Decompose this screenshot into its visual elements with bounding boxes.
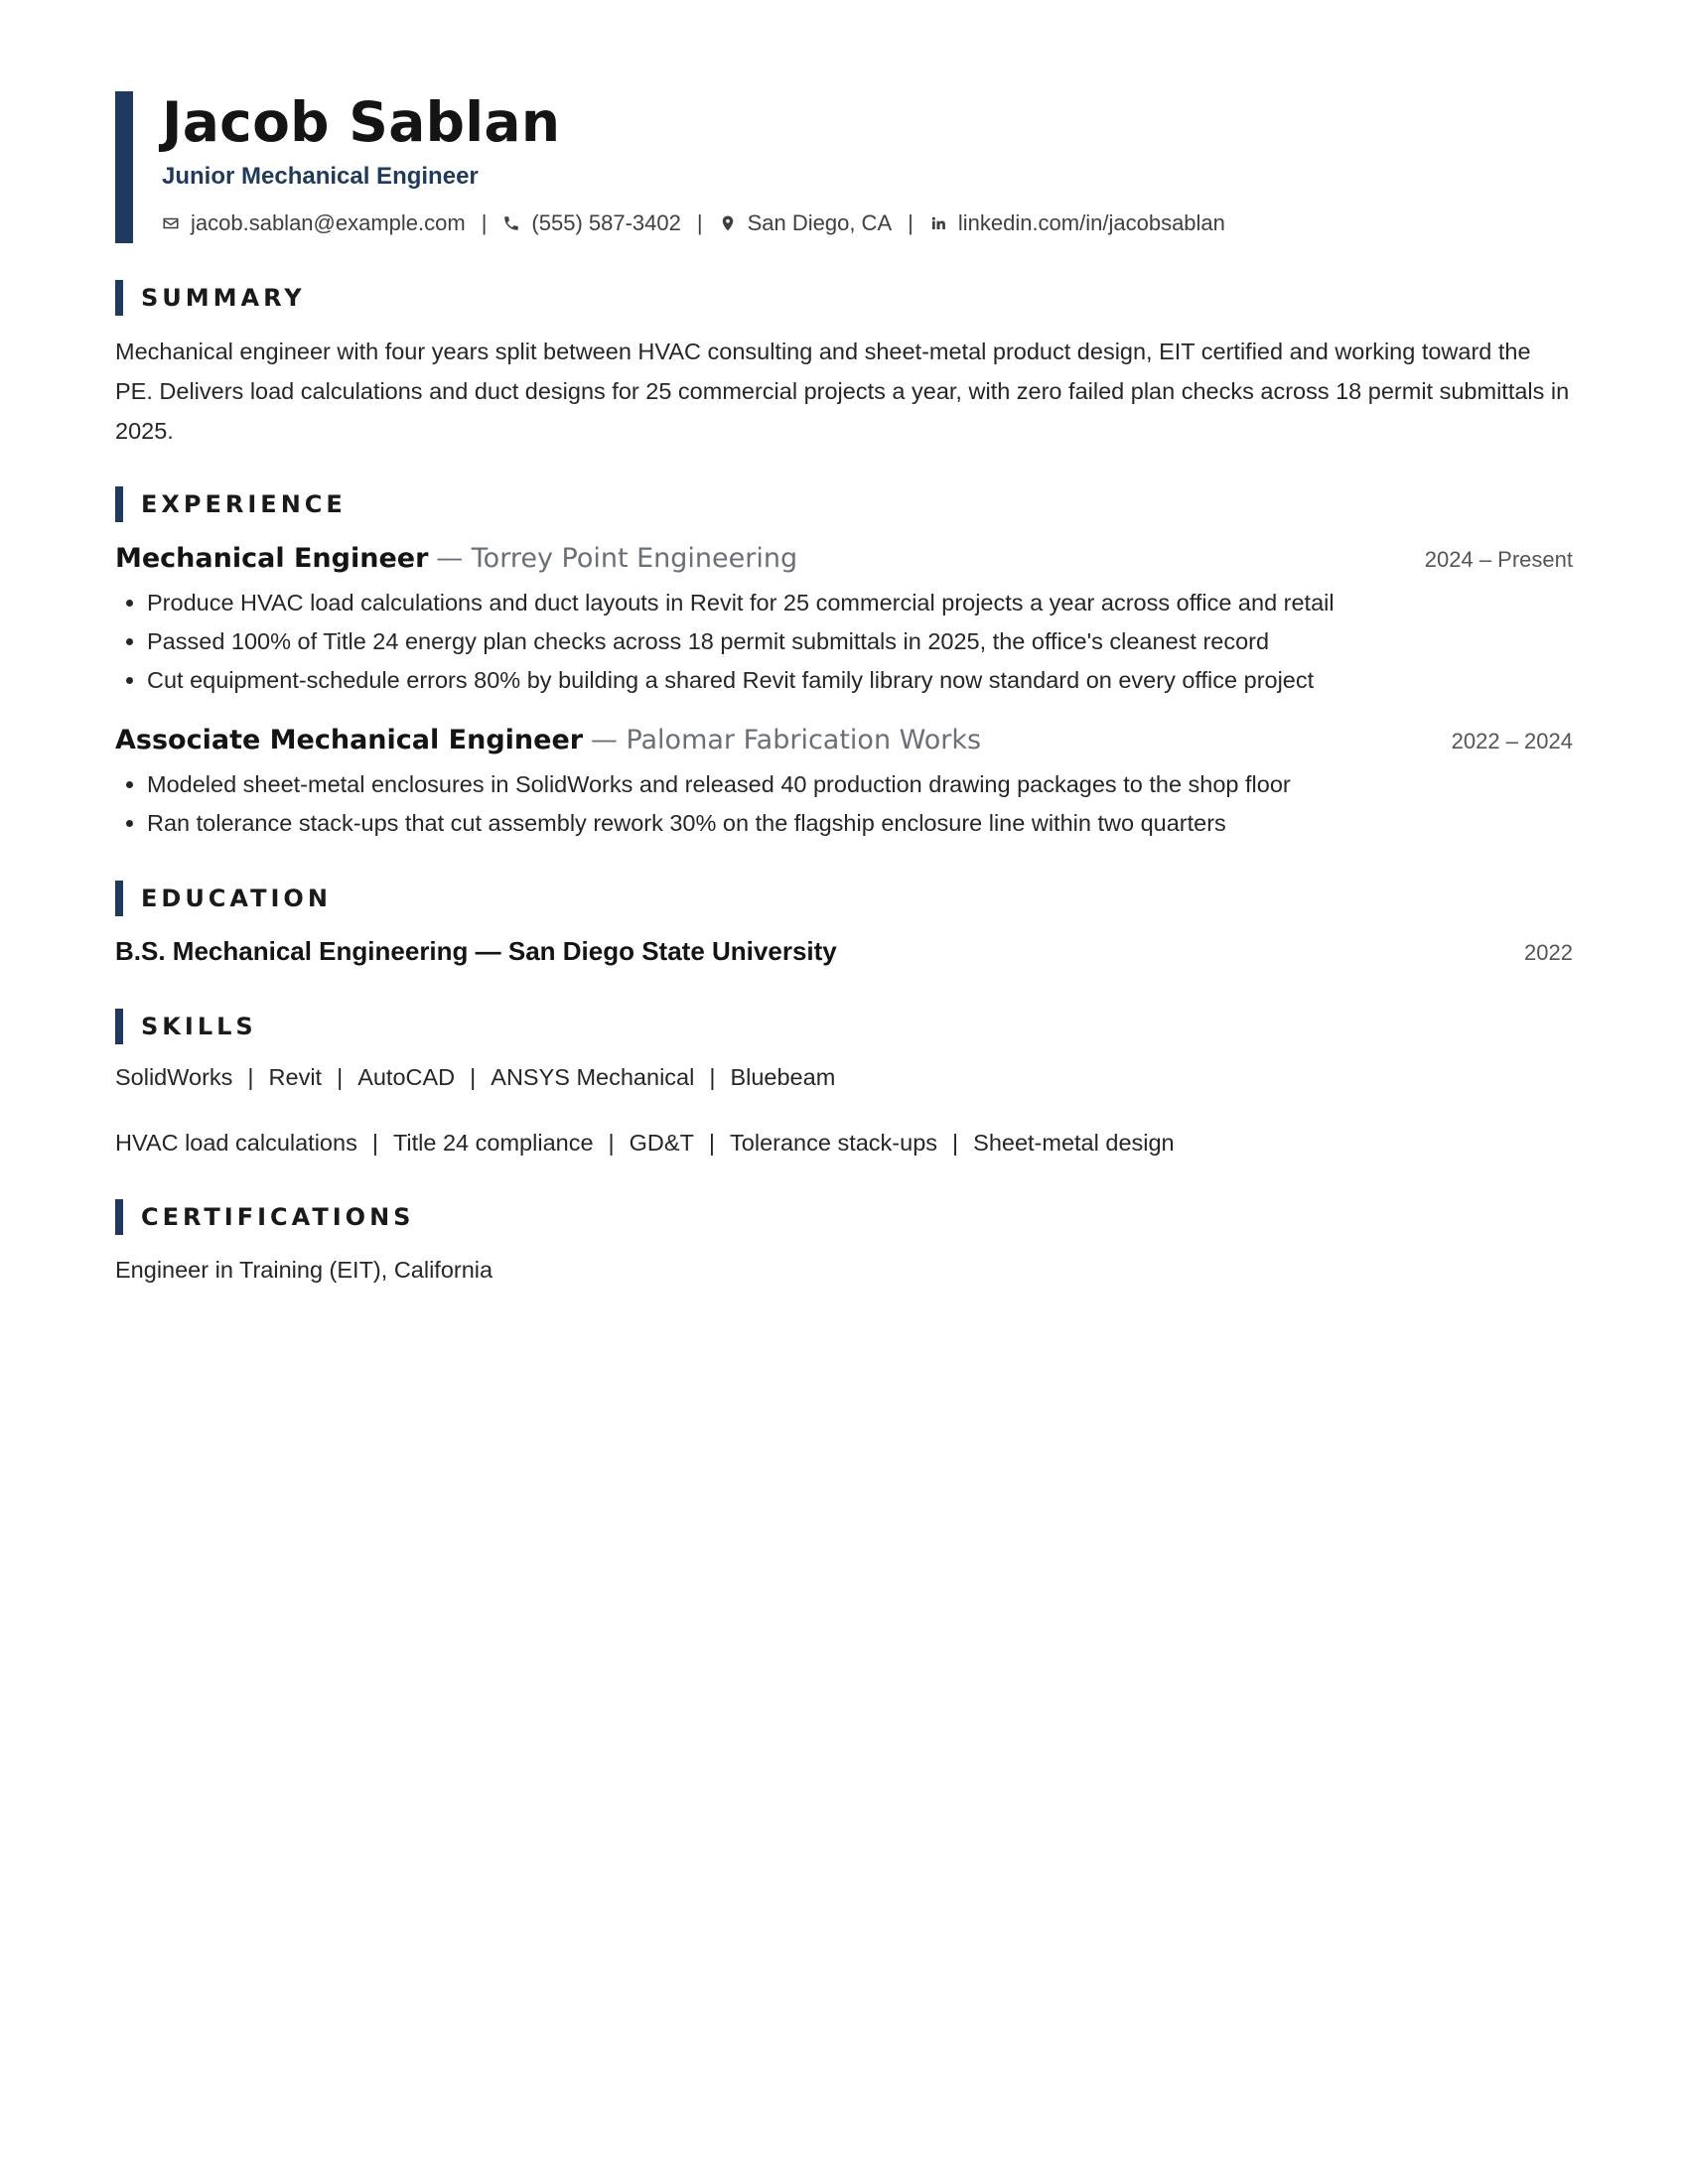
education-entry [115,936,1573,967]
certification-item: Engineer in Training (EIT), California [115,1257,493,1283]
job-entry [115,542,1573,700]
section-accent-bar [115,881,123,916]
section-heading [115,280,1573,316]
bullet-item: • Modeled sheet-metal enclosures in SolidWorks and released 40 production drawing packages to the shop floor [147,765,1573,804]
job-title-line [115,542,797,574]
job-header [115,724,1573,755]
candidate-title: Junior Mechanical Engineer [162,163,479,190]
skill-item: AutoCAD [357,1064,456,1090]
skill-separator: | [952,1130,959,1156]
email-text: jacob.sablan@example.com [191,210,466,235]
bullet-item: • Passed 100% of Title 24 energy plan checks across 18 permit submittals in 2025, the office's cleanest record [147,622,1573,661]
skill-separator: | [608,1130,615,1156]
contact-phone[interactable] [502,210,680,236]
experience-section [115,486,1573,843]
section-accent-bar [115,1009,123,1044]
skill-item: Tolerance stack-ups [730,1130,938,1156]
linkedin-text: linkedin.com/in/jacobsablan [957,210,1225,235]
skills-tools-line [115,1062,1573,1092]
job-dates: 2024 – Present [1424,547,1573,572]
location-text: San Diego, CA [747,210,893,235]
section-heading [115,486,1573,522]
education-section [115,881,1573,967]
skill-item: ANSYS Mechanical [491,1064,695,1090]
job-company: — Palomar Fabrication Works [590,725,982,755]
skill-item: SolidWorks [115,1064,233,1090]
section-accent-bar [115,280,123,316]
bullet-item: • Produce HVAC load calculations and duct layouts in Revit for 25 commercial projects a year across office and retail [147,584,1573,622]
job-header [115,542,1573,574]
job-bullets [115,765,1573,843]
header-accent-bar [115,91,133,243]
job-company: — Torrey Point Engineering [436,543,798,574]
job-bullets [115,584,1573,700]
section-heading [115,1199,1573,1235]
resume-page [115,91,1573,1285]
job-role: Associate Mechanical Engineer [115,725,584,755]
skill-item: HVAC load calculations [115,1130,357,1156]
certifications-section [115,1199,1573,1285]
job-title-line [115,724,981,755]
contact-email[interactable] [162,210,466,236]
skill-item: GD&T [629,1130,694,1156]
phone-text: (555) 587-3402 [531,210,681,235]
skill-separator: | [708,1130,716,1156]
skill-item: Title 24 compliance [392,1130,594,1156]
linkedin-icon [929,214,947,232]
contact-separator: | [696,210,703,235]
skill-separator: | [371,1130,378,1156]
skills-heading: SKILLS [141,1013,257,1040]
skill-item: Revit [268,1064,323,1090]
experience-heading: EXPERIENCE [141,490,347,518]
summary-heading: SUMMARY [141,284,306,312]
skill-separator: | [470,1064,477,1090]
resume-header [115,91,1573,243]
phone-icon [502,214,520,232]
skills-competencies-line [115,1128,1573,1158]
skill-item: Bluebeam [730,1064,836,1090]
mail-icon [162,214,180,232]
location-pin-icon [719,214,737,232]
job-role: Mechanical Engineer [115,543,429,574]
job-dates: 2022 – 2024 [1451,729,1573,753]
contact-separator: | [908,210,914,235]
summary-text: Mechanical engineer with four years split between HVAC consulting and sheet-metal product design, EIT certified and working toward the PE. Delivers load calculations and duct designs for 25 commercial projects a year, with zero failed plan checks across 18 permit submittals in 2025. [115,339,1570,444]
contact-location [719,210,893,236]
contact-separator: | [481,210,488,235]
candidate-name: Jacob Sablan [162,90,561,154]
section-heading [115,1009,1573,1044]
skills-section [115,1009,1573,1158]
education-year: 2022 [1524,940,1573,965]
education-heading: EDUCATION [141,885,332,912]
section-accent-bar [115,1199,123,1235]
skill-item: Sheet-metal design [973,1130,1175,1156]
certifications-heading: CERTIFICATIONS [141,1203,415,1231]
education-degree: B.S. Mechanical Engineering — San Diego State University [115,936,837,966]
skill-separator: | [337,1064,344,1090]
contact-linkedin[interactable] [929,210,1225,236]
contact-line [162,210,1573,236]
bullet-item: • Ran tolerance stack-ups that cut assembly rework 30% on the flagship enclosure line within two quarters [147,804,1573,843]
bullet-item: • Cut equipment-schedule errors 80% by building a shared Revit family library now standard on every office project [147,661,1573,700]
skill-separator: | [709,1064,716,1090]
section-accent-bar [115,486,123,522]
section-heading [115,881,1573,916]
summary-section [115,280,1573,451]
skill-separator: | [247,1064,254,1090]
job-entry [115,724,1573,843]
